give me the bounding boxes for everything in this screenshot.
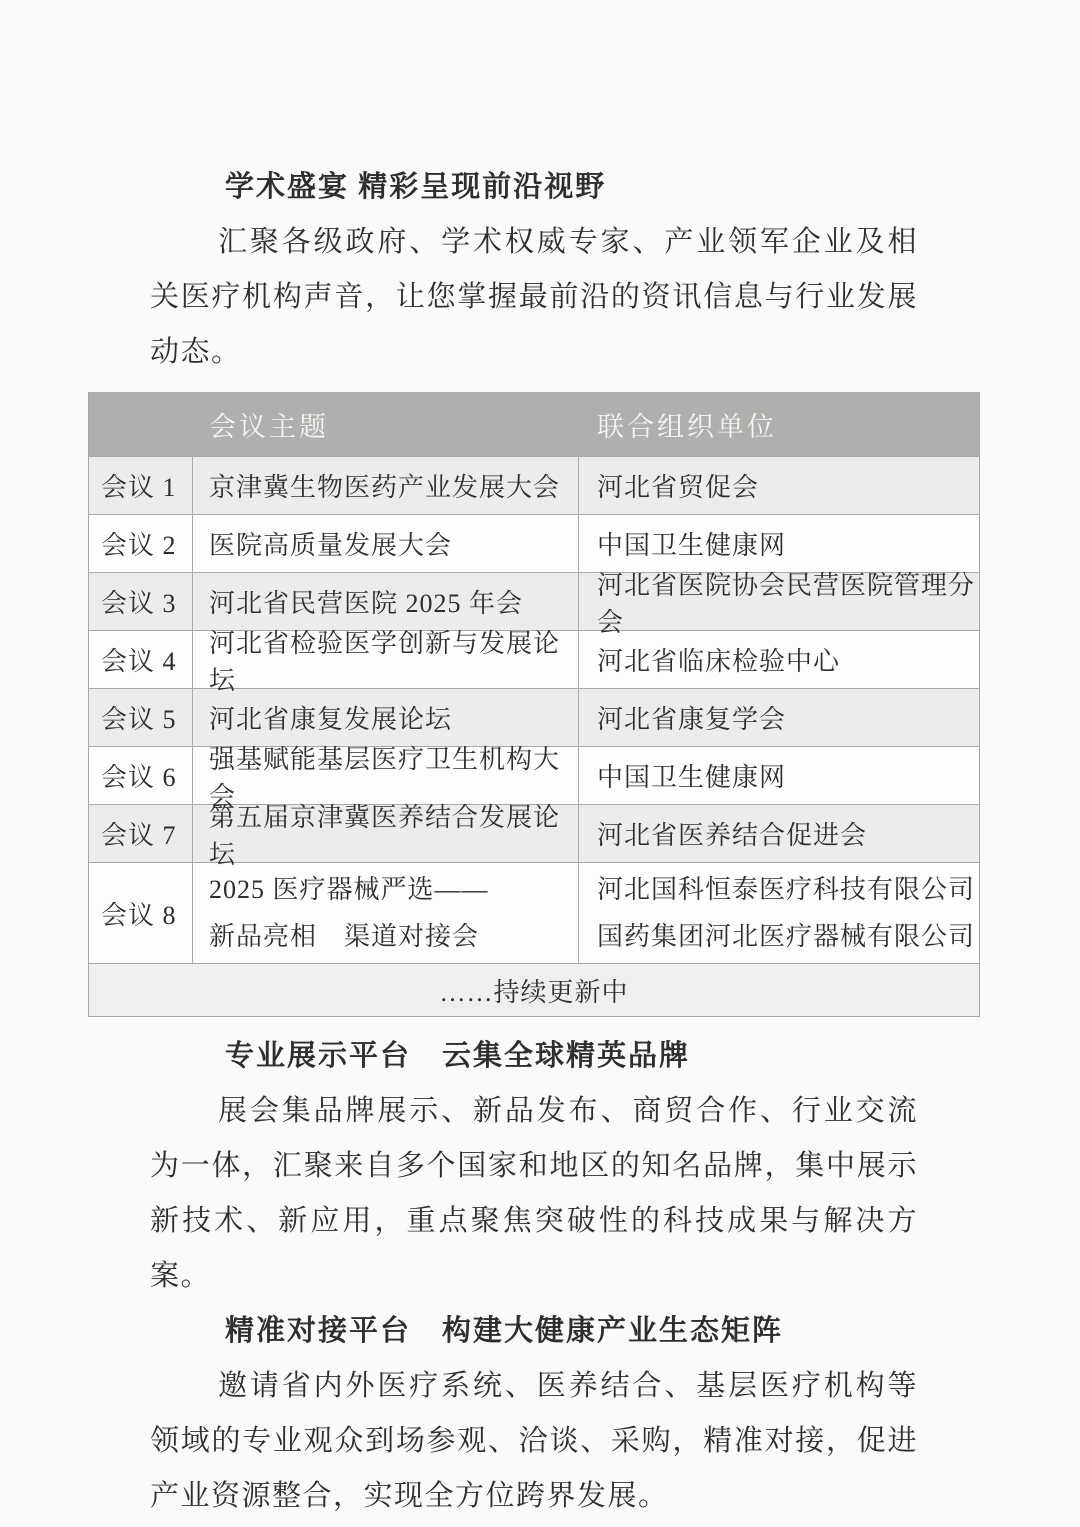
row-label-cell: 会议 5 [89,689,193,746]
topic-cell: 河北省康复发展论坛 [193,689,579,746]
section-heading-exhibition: 专业展示平台 云集全球精英品牌 [225,1040,691,1072]
topic-cell: 2025 医疗器械严选—— 新品亮相 渠道对接会 [193,863,579,963]
table-row [89,570,979,637]
topic-cell: 医院高质量发展大会 [193,515,579,572]
row-label-cell: 会议 6 [89,747,193,804]
org-cell: 中国卫生健康网 [597,763,787,792]
org-cell: 河北省医养结合促进会 [597,821,868,850]
conference-table [88,392,980,1017]
row-label-cell: 会议 1 [89,457,193,514]
org-cell: 中国卫生健康网 [597,531,787,560]
section-heading-academic: 学术盛宴 精彩呈现前沿视野 [225,171,607,203]
org-cell: 河北省临床检验中心 [597,647,841,676]
row-label-cell: 会议 2 [89,515,193,572]
org-cell: 河北国科恒泰医疗科技有限公司 国药集团河北医疗器械有限公司 [597,875,976,951]
topic-cell: 河北省检验医学创新与发展论坛 [193,631,579,688]
org-cell: 河北省医院协会民营医院管理分会 [597,570,976,637]
table-row [89,688,979,746]
org-cell: 河北省康复学会 [597,705,787,734]
topic-cell: 河北省民营医院 2025 年会 [193,573,579,630]
topic-cell: 强基赋能基层医疗卫生机构大会 [193,747,579,804]
topic-cell: 京津冀生物医药产业发展大会 [193,457,579,514]
section-paragraph-academic: 汇聚各级政府、学术权威专家、产业领军企业及相关医疗机构声音，让您掌握最前沿的资讯信息与行业发展动态。 [150,226,918,368]
section-heading-matching: 精准对接平台 构建大健康产业生态矩阵 [225,1315,784,1347]
section-paragraph-matching: 邀请省内外医疗系统、医养结合、基层医疗机构等领域的专业观众到场参观、洽谈、采购，精准对接，促进产业资源整合，实现全方位跨界发展。 [150,1370,918,1512]
table-row [89,802,979,869]
row-label-cell: 会议 3 [89,573,193,630]
section-paragraph-exhibition: 展会集品牌展示、新品发布、商贸合作、行业交流为一体，汇聚来自多个国家和地区的知名品牌，集中展示新技术、新应用，重点聚焦突破性的科技成果与解决方案。 [150,1095,918,1292]
header-topic: 会议主题 [209,411,329,442]
table-row [89,862,979,963]
row-label-cell: 会议 8 [89,863,193,963]
table-header-row [89,392,979,456]
row-label-cell: 会议 4 [89,631,193,688]
org-cell: 河北省贸促会 [597,473,760,502]
topic-cell: 第五届京津冀医养结合发展论坛 [193,805,579,862]
row-label-cell: 会议 7 [89,805,193,862]
header-org: 联合组织单位 [597,411,777,442]
table-row [89,456,979,514]
table-row [89,744,979,811]
table-row [89,628,979,695]
table-footer-row: ……持续更新中 [89,963,979,1016]
table-row [89,514,979,572]
